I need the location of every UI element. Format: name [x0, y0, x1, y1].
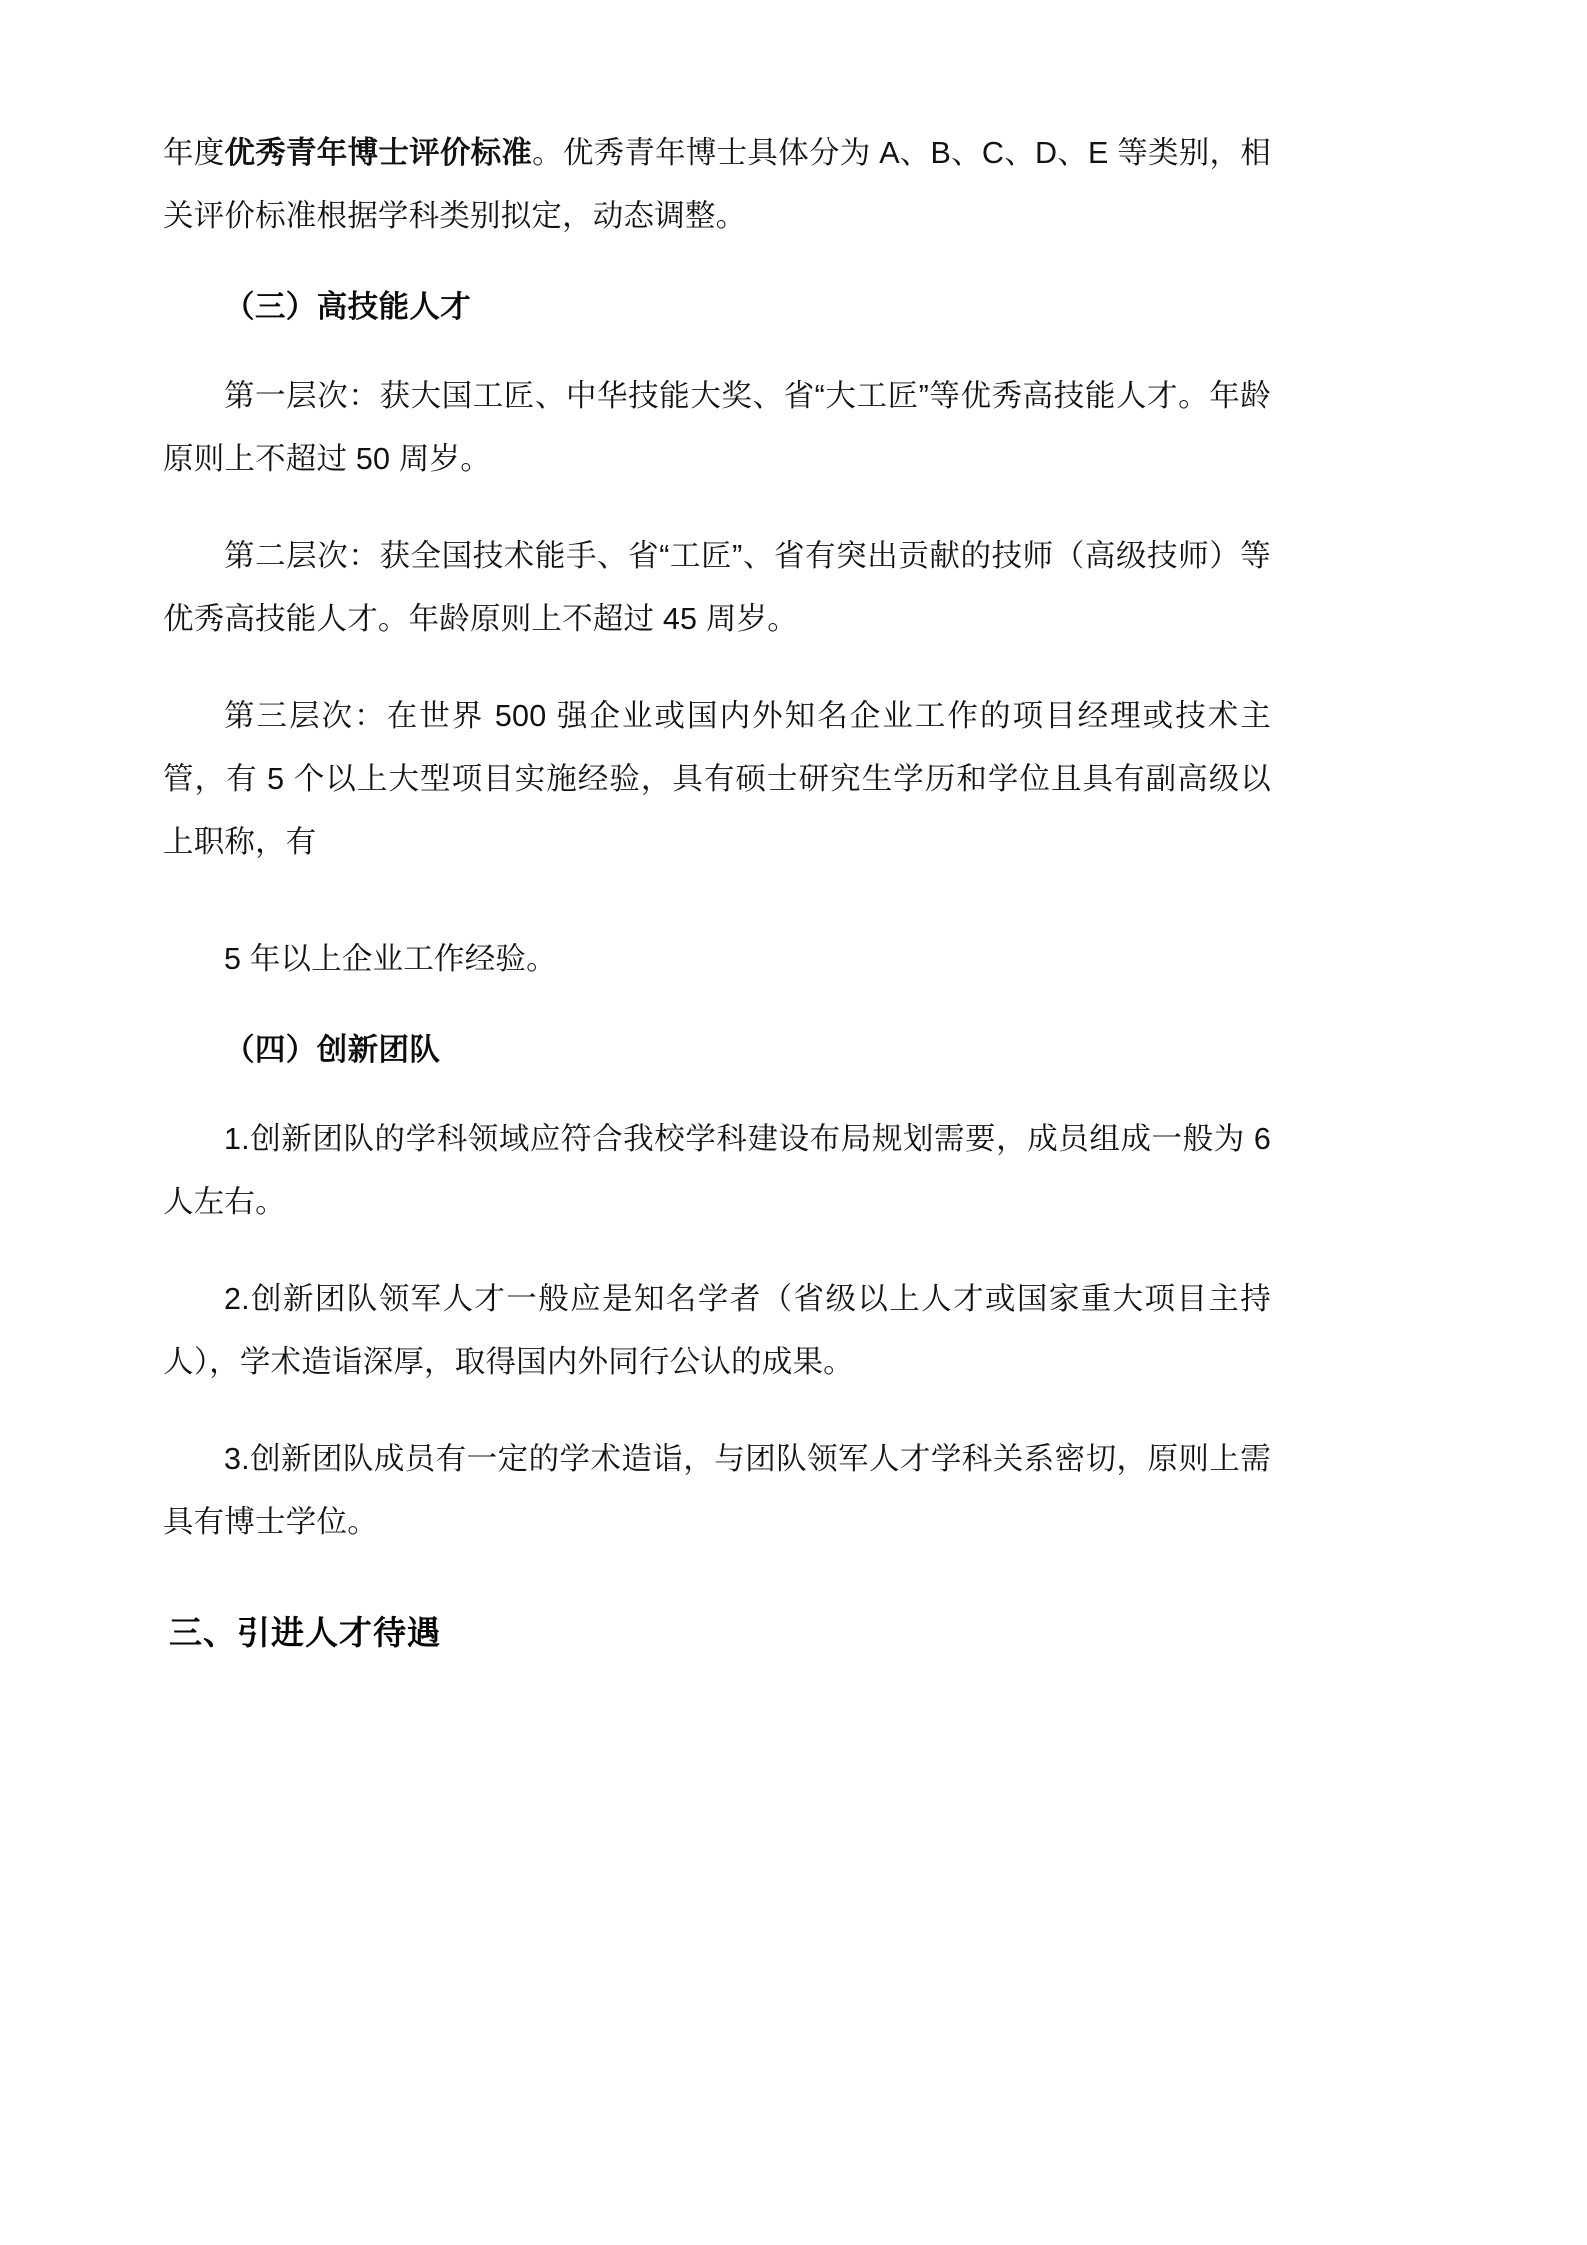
paragraph-team-item-2: 2.创新团队领军人才一般应是知名学者（省级以上人才或国家重大项目主持人），学术造诣深厚，取得国内外同行公认的成果。 [163, 1282, 1271, 1379]
heading-section-four: （四）创新团队 [224, 1033, 441, 1067]
paragraph-team-item-3: 3.创新团队成员有一定的学术造诣，与团队领军人才学科关系密切，原则上需具有博士学位。 [163, 1442, 1271, 1539]
opening-lead-bold: 优秀青年博士评价标准 [224, 136, 533, 170]
paragraph-level-three: 第三层次：在世界 500 强企业或国内外知名企业工作的项目经理或技术主管，有 5 个以上大型项目实施经验，具有硕士研究生学历和学位且具有副高级以上职称，有 [163, 699, 1271, 859]
paragraph-team-item-1: 1.创新团队的学科领域应符合我校学科建设布局规划需要，成员组成一般为 6 人左右。 [163, 1122, 1271, 1219]
opening-lead-plain: 年度 [163, 136, 225, 170]
heading-section-three: （三）高技能人才 [224, 290, 472, 324]
paragraph-opening [163, 122, 1271, 248]
document-content [163, 122, 1271, 1666]
heading-final-section: 三、引进人才待遇 [169, 1614, 441, 1651]
opening-rest: 。优秀青年博士具体分为 A、B、C、D、E 等类别，相关评价标准根据学科类别拟定，动态调整。 [163, 136, 1272, 233]
paragraph-level-three-tail: 5 年以上企业工作经验。 [224, 942, 557, 976]
paragraph-level-two: 第二层次：获全国技术能手、省“工匠”、省有突出贡献的技师（高级技师）等优秀高技能人才。年龄原则上不超过 45 周岁。 [163, 539, 1271, 636]
paragraph-level-one: 第一层次：获大国工匠、中华技能大奖、省“大工匠”等优秀高技能人才。年龄原则上不超过 50 周岁。 [163, 379, 1271, 476]
